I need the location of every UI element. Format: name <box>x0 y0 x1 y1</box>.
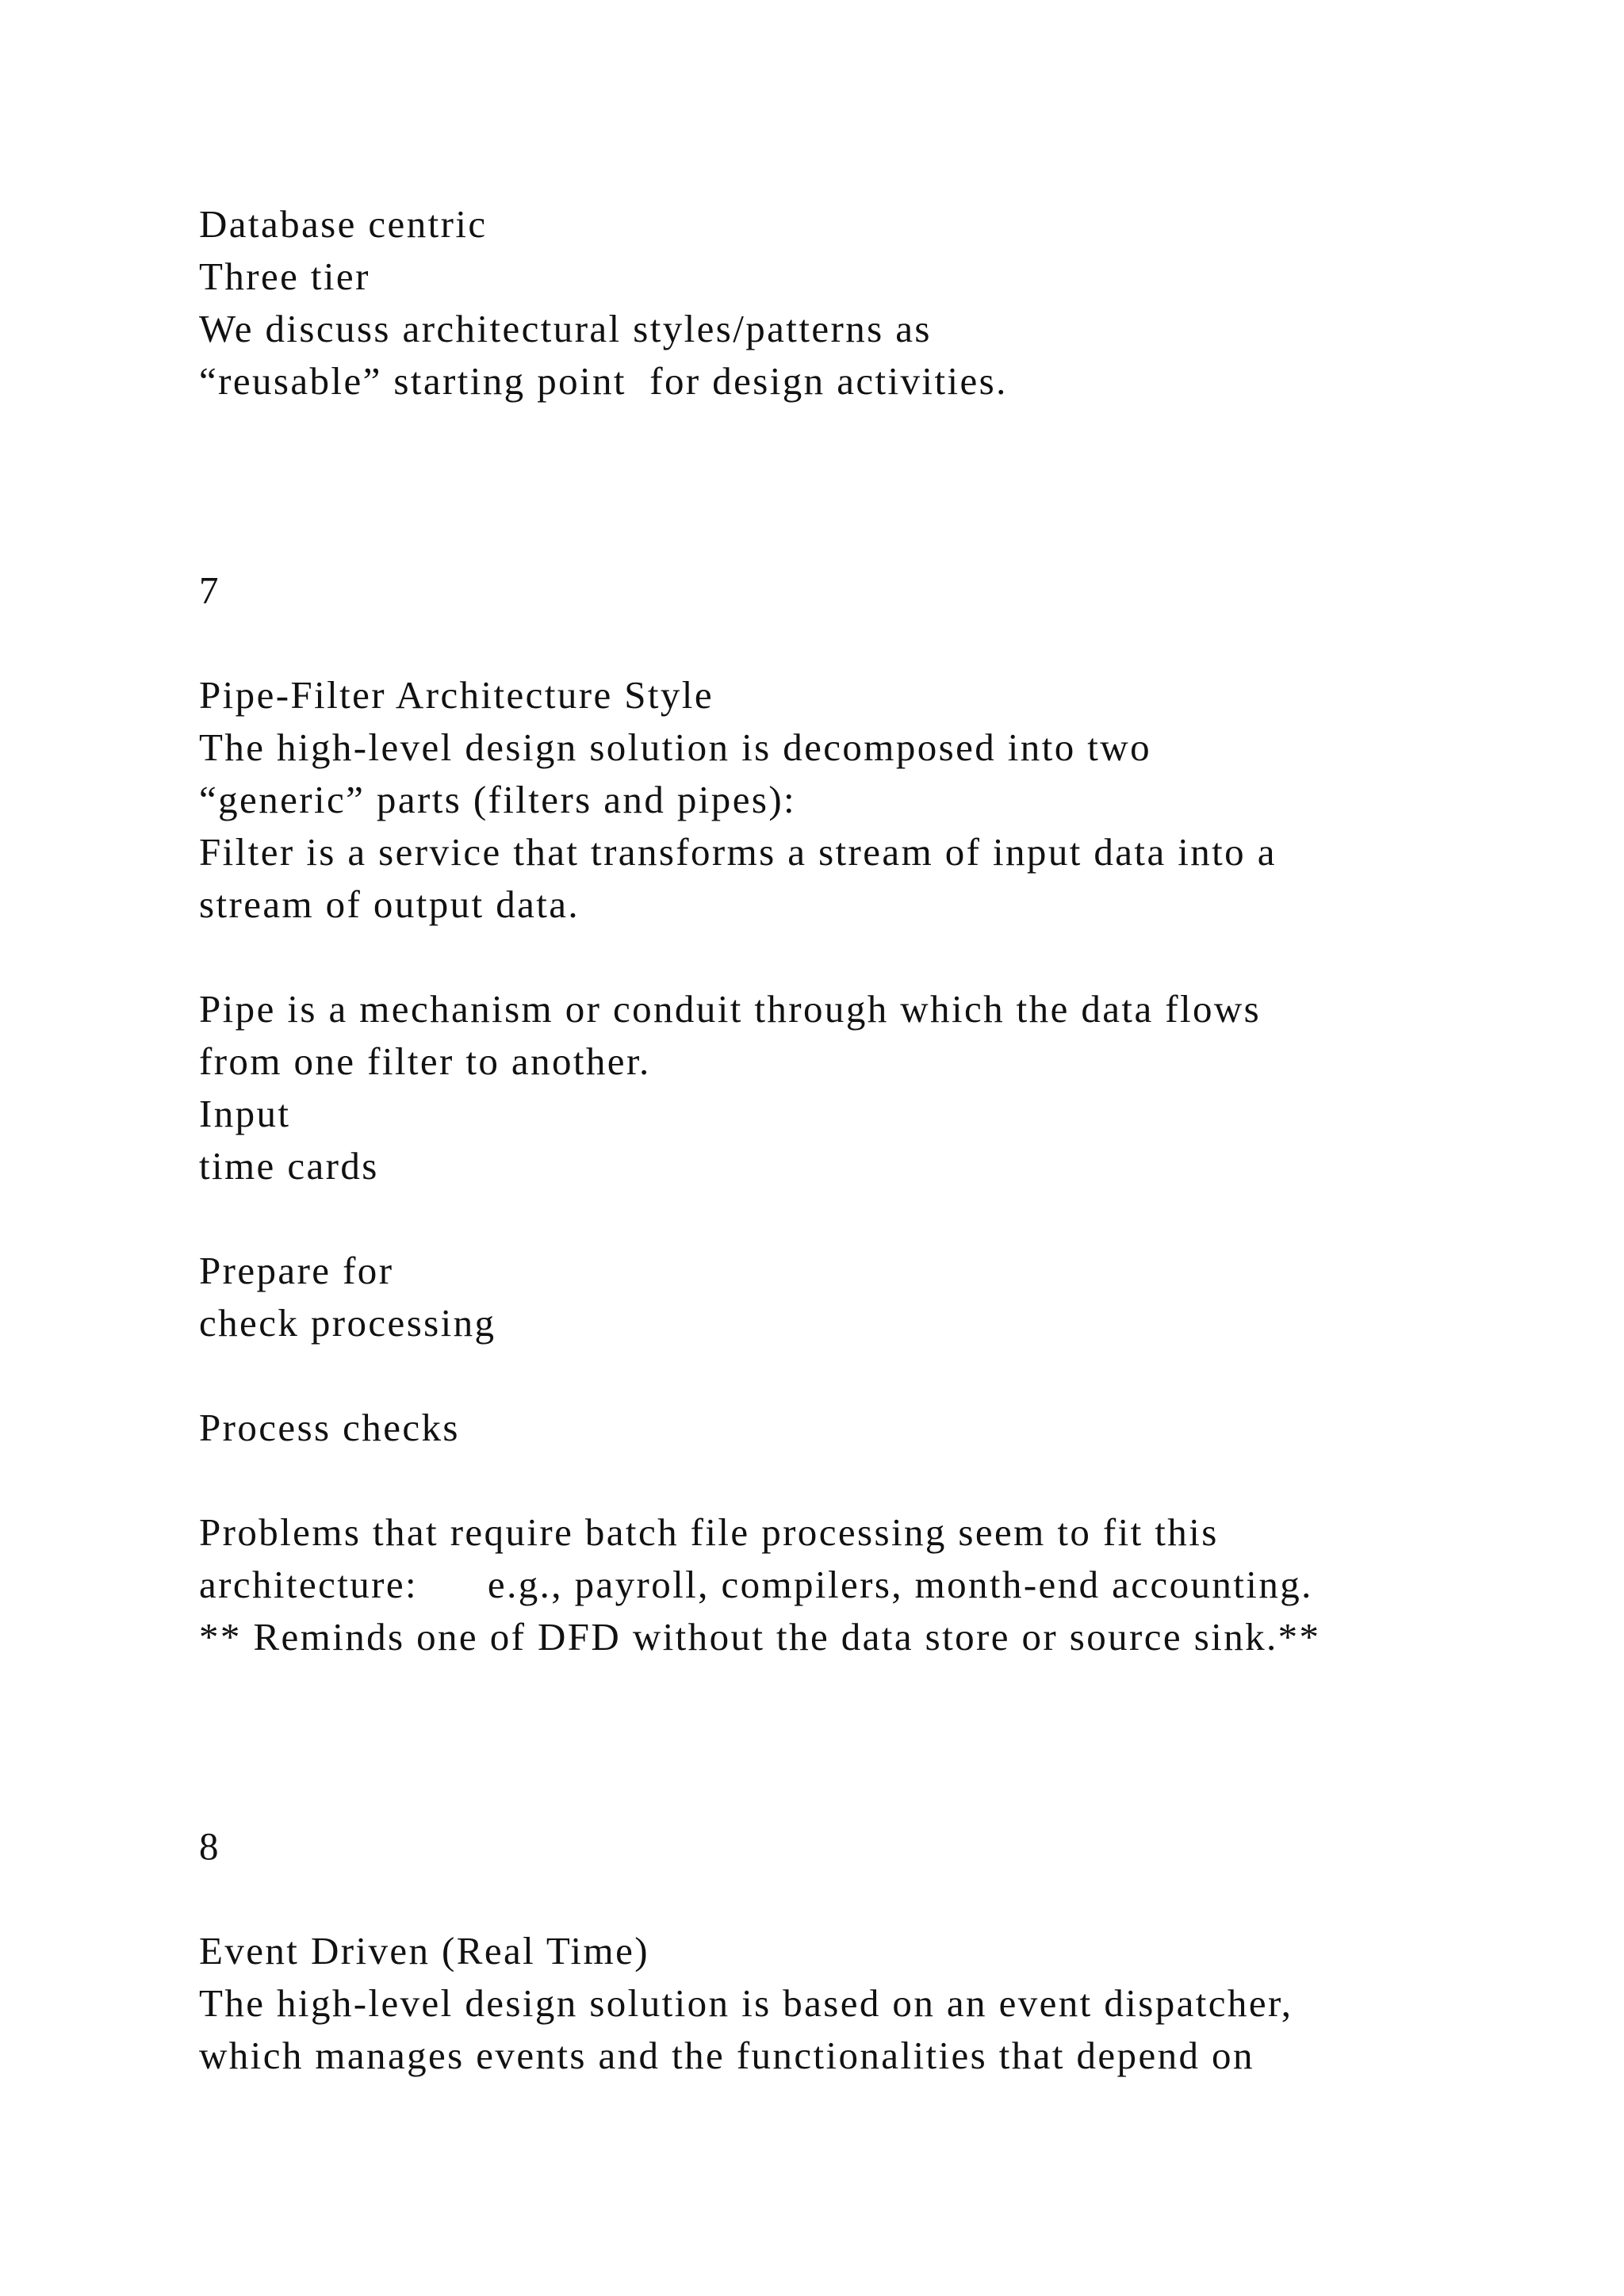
text-line: “reusable” starting point for design activities. <box>199 359 1008 403</box>
text-line: Filter is a service that transforms a stream of input data into a <box>199 830 1277 874</box>
text-line: We discuss architectural styles/patterns as <box>199 307 932 350</box>
text-line: Input <box>199 1092 291 1135</box>
text-line: stream of output data. <box>199 882 580 926</box>
text-line: from one filter to another. <box>199 1039 651 1083</box>
section-heading: Pipe-Filter Architecture Style <box>199 673 714 717</box>
text-line: check processing <box>199 1301 496 1345</box>
text-line: time cards <box>199 1144 379 1188</box>
page-number: 7 <box>199 568 220 612</box>
text-line: The high-level design solution is based on an event dispatcher, <box>199 1981 1293 2025</box>
text-line: Process checks <box>199 1406 460 1449</box>
text-line: Three tier <box>199 254 370 298</box>
text-line: architecture: e.g., payroll, compilers, month-end accounting. <box>199 1563 1313 1606</box>
text-line: Problems that require batch file processing seem to fit this <box>199 1510 1219 1554</box>
text-line: ** Reminds one of DFD without the data store or source sink.** <box>199 1615 1321 1659</box>
text-line: Prepare for <box>199 1249 394 1292</box>
text-line: “generic” parts (filters and pipes): <box>199 778 797 821</box>
text-line: The high-level design solution is decomposed into two <box>199 725 1151 769</box>
page-number: 8 <box>199 1824 220 1868</box>
text-line: Database centric <box>199 202 488 246</box>
text-line: which manages events and the functionalities that depend on <box>199 2034 1254 2077</box>
text-line: Pipe is a mechanism or conduit through which the data flows <box>199 987 1262 1031</box>
section-heading: Event Driven (Real Time) <box>199 1929 649 1973</box>
